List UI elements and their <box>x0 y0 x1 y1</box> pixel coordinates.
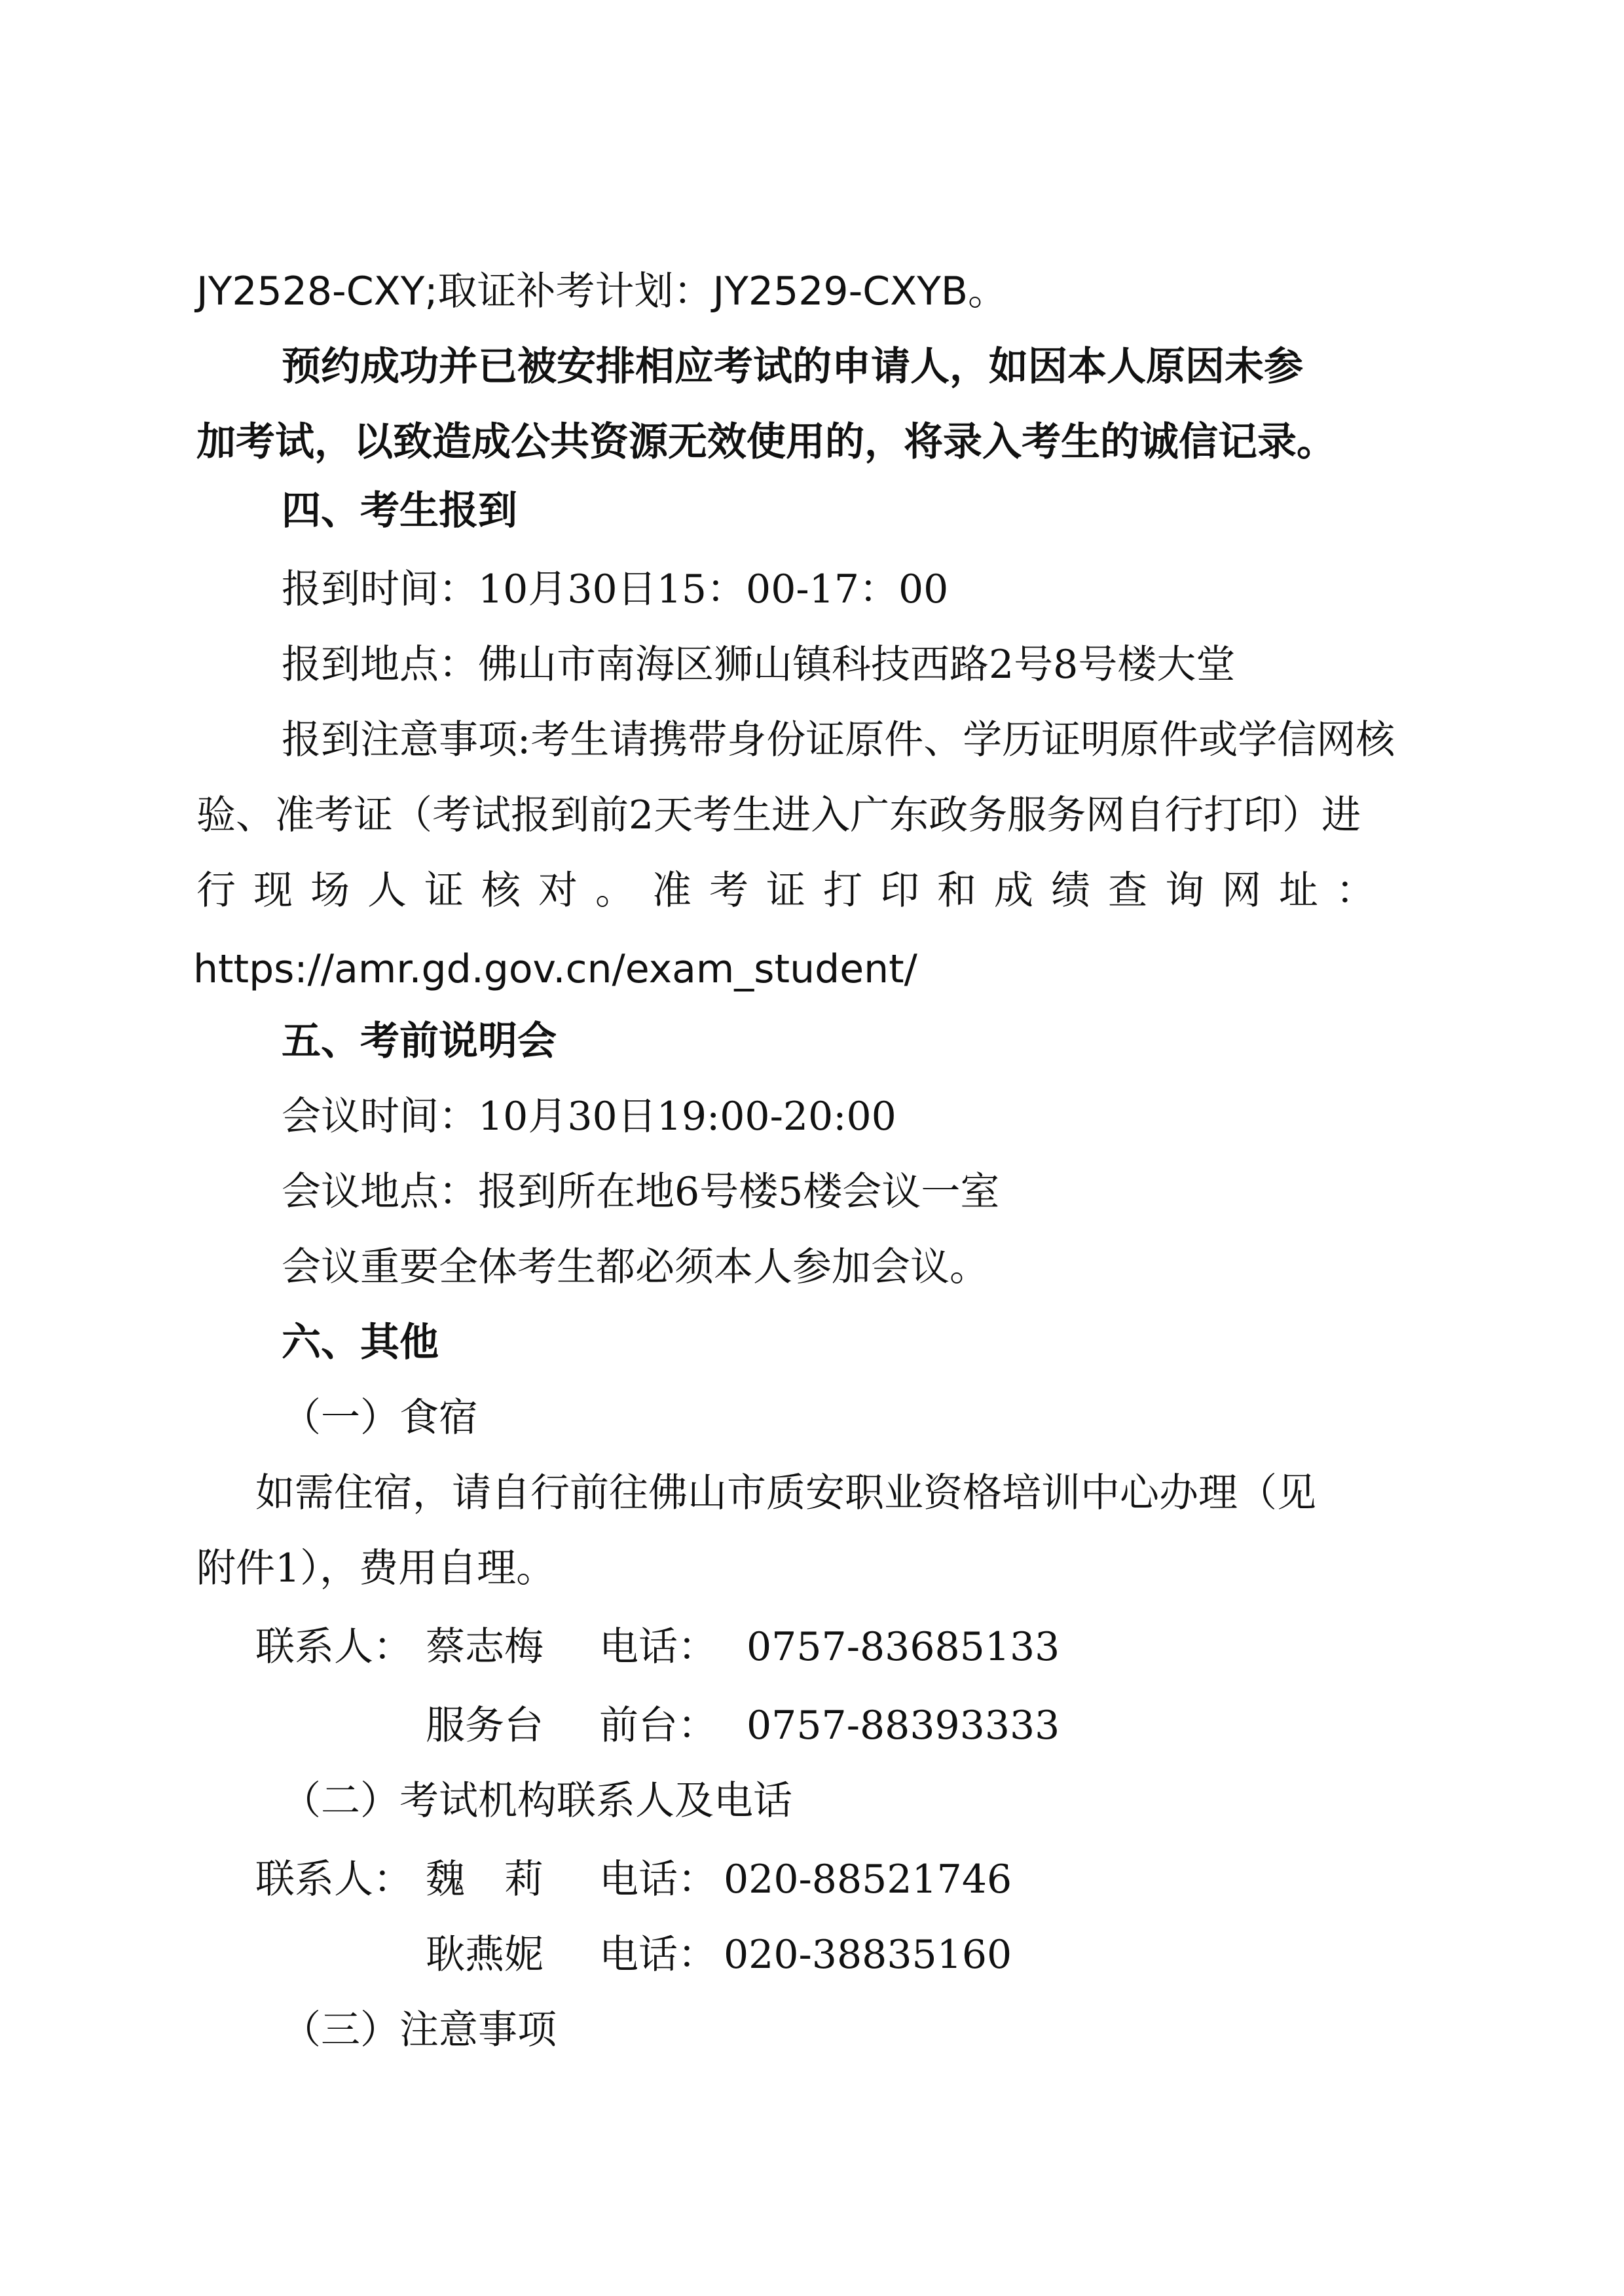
briefing-location: 会议地点：报到所在地6号楼5楼会议一室 <box>282 1169 1000 1215</box>
integrity-notice-line-2: 加考试，以致造成公共资源无效使用的，将录入考生的诚信记录。 <box>196 419 1336 465</box>
lodging-note-line-1: 如需住宿，请自行前往佛山市质安职业资格培训中心办理（见 <box>255 1470 1316 1516</box>
check-in-notes-line-1: 报到注意事项:考生请携带身份证原件、学历证明原件或学信网核 <box>282 717 1395 763</box>
exam-student-url[interactable]: https://amr.gd.gov.cn/exam_student/ <box>193 946 917 992</box>
lodging-note-line-2: 附件1），费用自理。 <box>196 1546 556 1591</box>
section-heading-check-in: 四、考生报到 <box>282 488 517 534</box>
check-in-notes-line-3: 行 现 场 人 证 核 对 。 准 考 证 打 印 和 成 绩 查 询 网 址 ： <box>196 868 1375 914</box>
section-heading-other: 六、其他 <box>282 1320 439 1365</box>
check-in-notes-line-2: 验、准考证（考试报到前2天考生进入广东政务服务网自行打印）进 <box>196 792 1361 838</box>
briefing-attendance-note: 会议重要全体考生都必须本人参加会议。 <box>282 1244 989 1290</box>
subheading-exam-contacts: （二）考试机构联系人及电话 <box>282 1778 792 1824</box>
subheading-notes: （三）注意事项 <box>282 2007 557 2053</box>
briefing-time: 会议时间：10月30日19:00-20:00 <box>282 1094 896 1139</box>
section-heading-briefing: 五、考前说明会 <box>282 1018 557 1064</box>
check-in-location: 报到地点：佛山市南海区狮山镇科技西路2号8号楼大堂 <box>282 642 1236 688</box>
exam-plan-codes-line: JY2528-CXY;取证补考计划：JY2529-CXYB。 <box>196 268 1008 314</box>
check-in-time: 报到时间：10月30日15：00-17：00 <box>282 566 949 612</box>
subheading-food-lodging: （一）食宿 <box>282 1395 478 1441</box>
integrity-notice-line-1: 预约成功并已被安排相应考试的申请人，如因本人原因未参 <box>282 344 1303 390</box>
